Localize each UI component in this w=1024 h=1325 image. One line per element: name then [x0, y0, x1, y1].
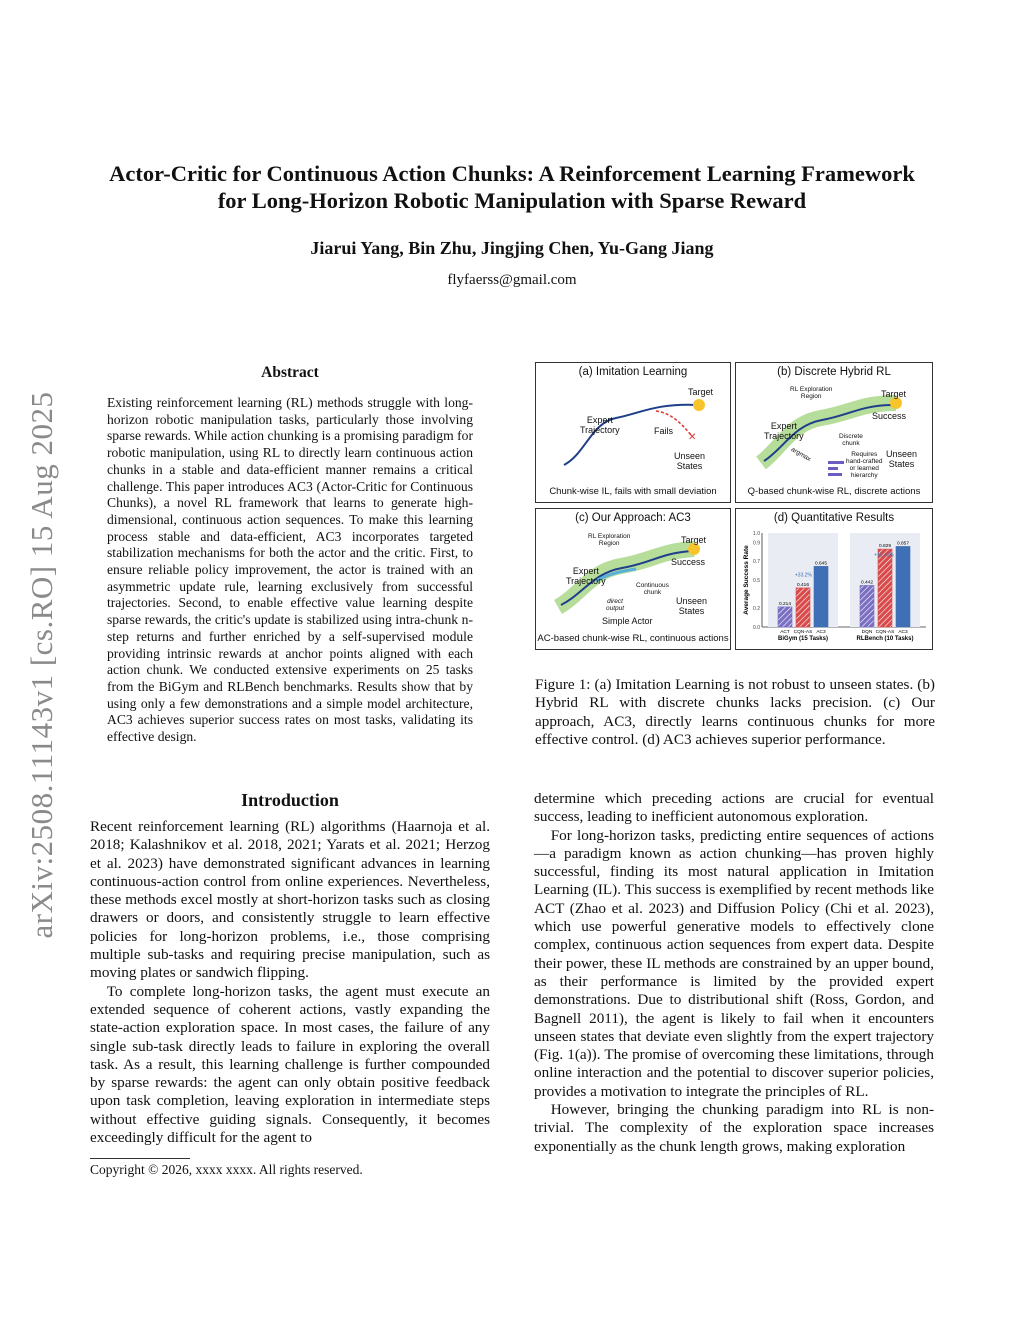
panel-b-argmax-label: argmax — [789, 446, 812, 463]
y-tick-label: 0.9 — [753, 540, 760, 547]
group-label: BiGym (15 Tasks) — [778, 636, 828, 642]
panel-imitation-learning — [535, 362, 731, 503]
paper-title-line-2: for Long-Horizon Robotic Manipulation with Sparse Reward — [217, 188, 807, 213]
panel-c-direct-label: direct output — [606, 598, 625, 612]
panel-c-caption: AC-based chunk-wise RL, continuous actions — [537, 633, 729, 644]
bar-category-label: AC3 — [816, 630, 826, 635]
paper-title-line-1: Actor-Critic for Continuous Action Chunks: A Reinforcement Learning Framework — [109, 161, 915, 186]
intro-paragraph-5: However, bringing the chunking paradigm into RL is non-trivial. The complexity of the exploration space increases exponentially as the chunk length grows, making exploration — [534, 1101, 934, 1155]
figure-1 — [535, 362, 933, 652]
discrete-chunk-bar — [828, 473, 842, 476]
discrete-chunk-bar — [828, 467, 838, 470]
bar — [778, 607, 792, 627]
y-tick-label: 0.5 — [753, 578, 760, 584]
panel-c-expert-label: Expert Trajectory — [566, 566, 606, 586]
panel-c-continuous-label: Continuous chunk — [636, 582, 669, 596]
panel-b-unseen-label: Unseen States — [886, 449, 918, 469]
bar-category-label: DQN — [861, 630, 873, 635]
panel-c-target-label: Target — [681, 535, 707, 545]
intro-paragraph-4: For long-horizon tasks, predicting entire sequences of actions—a paradigm known as action chunking—has proven highly successful, finding its most natural application in Imitation Learning (IL). This success is exemplified by recent methods like ACT (Zhao et al. 2023) and Diffusion Policy (Chi et al. 2023), which use powerful generative models to effectively clone complex, continuous action sequences from expert data. Despite their power, these IL methods are constrained by an upper bound, as their performance is limited by the provided expert demonstrations. Due to distributional shift (Ross, Gordon, and Bagnell 2011), the agent is likely to fail when it encounters unseen states that deviate even slightly from the expert trajectory (Fig. 1(a)). The promise of overcoming these limitations, through online interaction and the potential to discover superior policies, provides a motivation to integrate the principles of RL. — [534, 826, 934, 1100]
paper-authors: Jiarui Yang, Bin Zhu, Jingjing Chen, Yu-Gang Jiang — [310, 238, 714, 258]
panel-b-region-label: RL Exploration Region — [790, 386, 833, 400]
copyright-footnote: Copyright © 2026, xxxx xxxx. All rights reserved. — [90, 1162, 363, 1177]
panel-a-title: (a) Imitation Learning — [578, 366, 688, 378]
bar-category-label: ACT — [780, 630, 790, 635]
bar — [878, 549, 892, 627]
abstract-heading: Abstract — [261, 364, 319, 381]
gain-label: +12.45% — [874, 552, 894, 559]
y-tick-label: 0.7 — [753, 559, 760, 566]
arxiv-stamp — [12, 370, 72, 960]
results-bar-chart — [736, 509, 932, 649]
intro-paragraph-2: To complete long-horizon tasks, the agent must execute an extended sequence of coherent actions, vastly expanding the state-action exploration space. In most cases, the failure of any single sub-task directly leads to failure in exploring the overall task. As a result, this learning challenge is further compounded by sparse rewards: the agent can only obtain positive feedback upon task completion, leaving exploration in intermediate steps without effective guiding signals. Consequently, it becomes exceedingly difficult for the agent to — [90, 982, 490, 1147]
y-axis-label: Average Success Rate — [743, 545, 750, 615]
panel-b-success-label: Success — [872, 411, 907, 421]
panel-a-caption: Chunk-wise IL, fails with small deviation — [549, 486, 717, 497]
panel-b-caption: Q-based chunk-wise RL, discrete actions — [747, 486, 921, 497]
panel-b-expert-label: Expert Trajectory — [764, 421, 804, 441]
panel-a-diagram — [536, 363, 730, 502]
bar-value-label: 0.416 — [796, 582, 810, 588]
footnote-rule — [90, 1158, 190, 1159]
panel-b-requires-label: Requires hand-crafted or learned hierarchy — [846, 451, 883, 479]
bar-value-label: 0.442 — [860, 580, 874, 586]
intro-paragraph-3: determine which preceding actions are crucial for eventual success, leading to inefficient autonomous exploration. — [534, 790, 934, 826]
panel-a-unseen-label: Unseen States — [674, 451, 706, 471]
panel-c-unseen-label: Unseen States — [676, 596, 708, 616]
group-label: RLBench (10 Tasks) — [856, 636, 914, 642]
panel-a-expert-label: Expert Trajectory — [580, 415, 620, 435]
bar — [896, 546, 910, 627]
panel-quantitative-results — [735, 508, 933, 650]
y-tick-label: 0.2 — [753, 606, 760, 613]
bar — [796, 588, 810, 627]
panel-c-region-label: RL Exploration Region — [588, 533, 631, 547]
y-tick-label: 0.0 — [753, 625, 760, 631]
bar-value-label: 0.857 — [896, 541, 910, 547]
introduction-heading: Introduction — [241, 790, 339, 810]
bar-category-label: CQN-AS — [793, 630, 813, 635]
panel-discrete-hybrid-rl — [735, 362, 933, 503]
intro-left-column — [90, 818, 490, 1147]
bar-value-label: 0.214 — [778, 601, 792, 607]
panel-b-discrete-label: Discrete chunk — [839, 433, 863, 447]
panel-b-target-label: Target — [881, 389, 907, 399]
figure-1-caption: Figure 1: (a) Imitation Learning is not robust to unseen states. (b) Hybrid RL with discrete chunks lacks precision. (c) Our approach, AC3, directly learns continuous chunks for more effective control. (d) AC3 achieves superior performance. — [535, 676, 935, 748]
bar-category-label: CQN-AS — [875, 630, 895, 635]
target-marker — [693, 399, 705, 411]
bar-value-label: 0.645 — [814, 561, 828, 567]
panel-d-title: (d) Quantitative Results — [773, 512, 895, 524]
abstract-text: Existing reinforcement learning (RL) methods struggle with long-horizon robotic manipulation tasks, particularly those involving sparse rewards. While action chunking is a promising paradigm for robotic manipulation, using RL to directly learn continuous action chunks in a stable and data-efficient manner remains a critical challenge. This paper introduces AC3 (Actor-Critic for Continuous Chunks), a novel RL framework that learns to generate high-dimensional, continuous action sequences. To make this learning process stable and data-efficient, AC3 incorporates targeted stabilization mechanisms for both the actor and the critic. First, to ensure reliable policy improvement, the actor is trained with an asymmetric update rule, learning exclusively from successful trajectories. Second, to enable effective value learning despite sparse rewards, the critic's update is stabilized using intra-chunk n-step returns and further enriched by a self-supervised module providing intrinsic rewards at anchor points aligned with each action chunk. We conducted extensive experiments on 25 tasks from the BiGym and RLBench benchmarks. Results show that by using only a few demonstrations and a simple model architecture, AC3 achieves superior success rates on most tasks, validating its effective design. — [107, 395, 473, 745]
discrete-chunk-bar — [828, 461, 844, 464]
arxiv-id: arXiv:2508.11143v1 [cs.RO] 15 Aug 2025 — [24, 391, 59, 939]
panel-a-target-label: Target — [688, 387, 714, 397]
intro-paragraph-1: Recent reinforcement learning (RL) algorithms (Haarnoja et al. 2018; Kalashnikov et al. 2018, 2021; Yarats et al. 2021; Herzog et al. 2023) have demonstrated significant advances in learning continuous-action control from online experiences. Nevertheless, these methods excel mostly at short-horizon tasks such as closing drawers or doors, and consistently struggle to learn effective policies for long-horizon problems, i.e., those comprising multiple sub-tasks and requiring precise manipulation, such as moving plates or sandwich flipping. — [90, 818, 490, 982]
fail-cross-icon: ✕ — [688, 432, 697, 443]
intro-right-column — [534, 790, 934, 1156]
paper-title — [60, 160, 964, 214]
bar — [860, 585, 874, 627]
panel-c-success-label: Success — [671, 557, 706, 567]
y-tick-label: 1.0 — [753, 531, 760, 537]
gain-label: +33.2% — [794, 572, 812, 579]
panel-b-title: (b) Discrete Hybrid RL — [777, 366, 891, 378]
panel-a-fails-label: Fails — [654, 426, 674, 436]
panel-c-actor-label: Simple Actor — [602, 616, 653, 626]
bar-category-label: AC3 — [898, 630, 908, 635]
panel-our-approach-ac3 — [535, 508, 731, 650]
author-email: flyfaerss@gmail.com — [447, 272, 577, 288]
bar — [814, 566, 828, 627]
panel-c-title: (c) Our Approach: AC3 — [575, 512, 691, 524]
bar-value-label: 0.829 — [878, 544, 892, 550]
